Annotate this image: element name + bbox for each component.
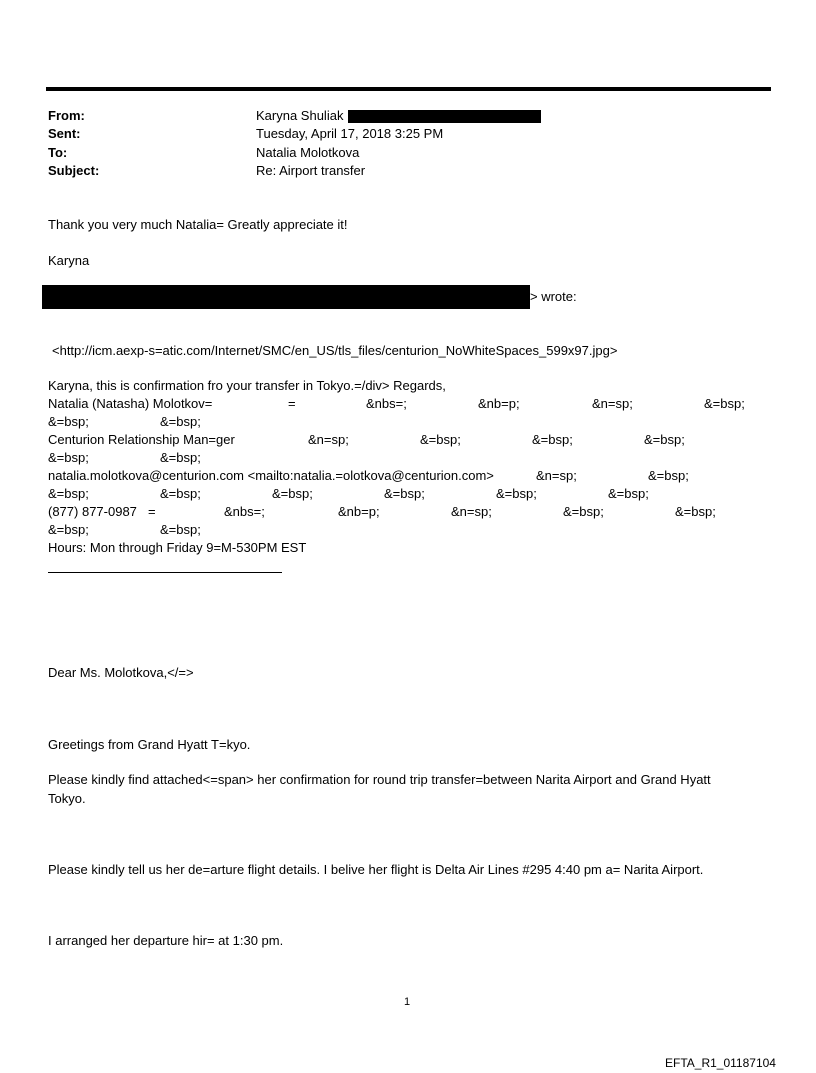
thanks-line: Thank you very much Natalia= Greatly appreciate it!: [48, 217, 348, 232]
sent-label: Sent:: [48, 126, 81, 141]
sig-cell: &=bsp;: [160, 414, 201, 429]
sig-cell: Natalia (Natasha) Molotkov=: [48, 396, 213, 411]
signature-divider: [48, 572, 282, 573]
sig-cell: &nbs=;: [224, 504, 265, 519]
to-label: To:: [48, 145, 68, 160]
confirmation-line: Karyna, this is confirmation fro your transfer in Tokyo.=/div> Regards,: [48, 378, 446, 393]
departure-line: Please kindly tell us her de=arture flight details. I belive her flight is Delta Air Lines #295 4:40 pm a= Narita Airport.: [48, 862, 704, 877]
sig-cell: &=bsp;: [48, 414, 89, 429]
attached-line-cont: Tokyo.: [48, 791, 86, 806]
sig-cell: &=bsp;: [160, 486, 201, 501]
page-number: 1: [404, 996, 411, 1008]
sig-cell: =: [288, 396, 296, 411]
redaction-email: [348, 110, 541, 123]
hours-line: Hours: Mon through Friday 9=M-530PM EST: [48, 540, 307, 555]
sig-cell: &=bsp;: [420, 432, 461, 447]
sig-cell: &=bsp;: [160, 450, 201, 465]
wrote-line: > wrote:: [530, 289, 577, 304]
greetings-line: Greetings from Grand Hyatt T=kyo.: [48, 737, 251, 752]
sig-cell: &nbs=;: [366, 396, 407, 411]
sig-cell: &n=sp;: [536, 468, 577, 483]
sig-cell: &=bsp;: [675, 504, 716, 519]
sig-cell: &=bsp;: [704, 396, 745, 411]
arranged-line: I arranged her departure hir= at 1:30 pm.: [48, 933, 284, 948]
from-value: Karyna Shuliak: [256, 108, 344, 123]
sig-cell: &=bsp;: [48, 450, 89, 465]
sig-cell: =: [148, 504, 156, 519]
header-rule: [46, 87, 771, 91]
sig-cell: &n=sp;: [308, 432, 349, 447]
sig-cell: &=bsp;: [532, 432, 573, 447]
sent-value: Tuesday, April 17, 2018 3:25 PM: [256, 126, 444, 141]
subject-label: Subject:: [48, 163, 100, 178]
sig-cell: &=bsp;: [648, 468, 689, 483]
sig-cell: &n=sp;: [592, 396, 633, 411]
from-label: From:: [48, 108, 85, 123]
subject-value: Re: Airport transfer: [256, 163, 366, 178]
to-value: Natalia Molotkova: [256, 145, 360, 160]
sig-cell: &=bsp;: [563, 504, 604, 519]
sig-cell: &=bsp;: [608, 486, 649, 501]
attached-line: Please kindly find attached<=span> her confirmation for round trip transfer=between Narita Airport and Grand Hyatt: [48, 772, 711, 787]
sig-cell: &=bsp;: [496, 486, 537, 501]
sig-cell: &=bsp;: [384, 486, 425, 501]
document-id: EFTA_R1_01187104: [665, 1056, 776, 1070]
sig-cell: &nb=p;: [338, 504, 380, 519]
sig-cell: (877) 877-0987: [48, 504, 137, 519]
sig-cell: &=bsp;: [160, 522, 201, 537]
sig-cell: &n=sp;: [451, 504, 492, 519]
sig-cell: &=bsp;: [644, 432, 685, 447]
sig-cell: Centurion Relationship Man=ger: [48, 432, 235, 447]
sig-cell: &=bsp;: [48, 522, 89, 537]
sig-cell: natalia.molotkova@centurion.com <mailto:natalia.=olotkova@centurion.com>: [48, 468, 494, 483]
image-reference: <http://icm.aexp-s=atic.com/Internet/SMC/en_US/tls_files/centurion_NoWhiteSpaces_599x97.jpg>: [52, 343, 618, 358]
dear-line: Dear Ms. Molotkova,</=>: [48, 665, 194, 680]
redaction-quote-header: [42, 285, 530, 309]
signoff-line: Karyna: [48, 253, 90, 268]
sig-cell: &=bsp;: [48, 486, 89, 501]
sig-cell: &nb=p;: [478, 396, 520, 411]
sig-cell: &=bsp;: [272, 486, 313, 501]
